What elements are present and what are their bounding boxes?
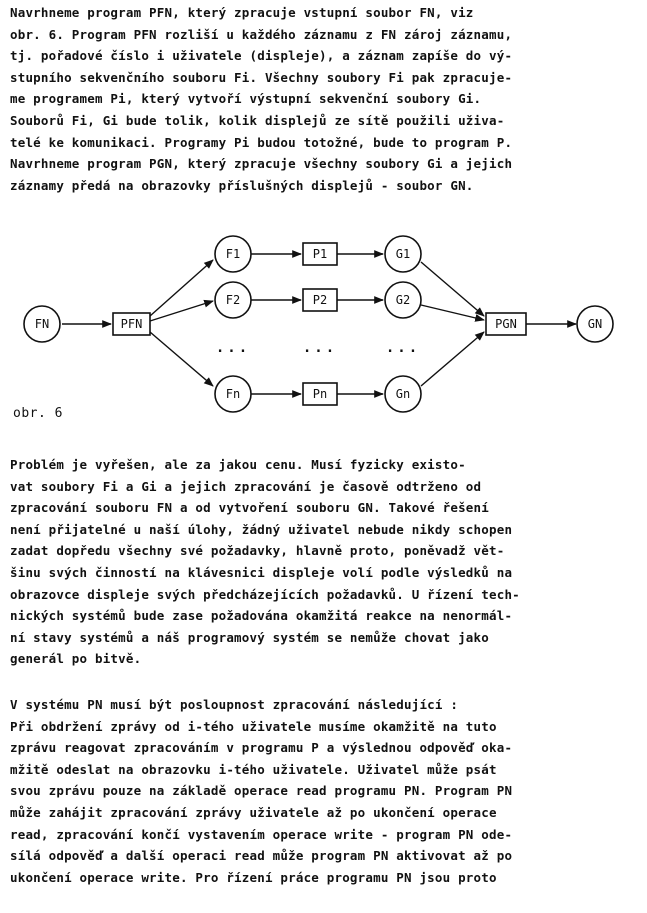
node-label: P1 xyxy=(312,247,328,261)
node-label: G1 xyxy=(395,247,411,261)
text-line: sílá odpověď a další operaci read může program PN aktivovat až po xyxy=(10,848,513,864)
node-label: F1 xyxy=(225,247,241,261)
edge-pfn-fn xyxy=(150,332,213,386)
figure-caption: obr. 6 xyxy=(13,406,63,421)
node-file-f2 xyxy=(215,282,251,318)
node-label: GN xyxy=(587,317,603,331)
text-line: Problém je vyřešen, ale za jakou cenu. Musí fyzicky existo- xyxy=(10,457,466,472)
edge-gn-pgn xyxy=(421,332,484,386)
text-line: nických systémů bude zase požadována okamžitá reakce na nenormál- xyxy=(10,608,513,624)
text-line: tj. pořadové číslo i uživatele (displeje), a záznam zapíše do vý- xyxy=(10,48,513,64)
text-line: V systému PN musí být posloupnost zpracování následující : xyxy=(10,697,459,712)
edge-pfn-f1 xyxy=(150,260,213,316)
node-label: Fn xyxy=(225,387,241,401)
node-output-file xyxy=(577,306,613,342)
node-distributor-program xyxy=(113,313,150,335)
paragraph-intro xyxy=(10,2,638,196)
paragraph-sequence xyxy=(10,694,638,888)
text-line: me programem Pi, který vytvoří výstupní sekvenční soubory Gi. xyxy=(10,91,482,107)
node-file-g2 xyxy=(385,282,421,318)
text-line: Navrhneme program PGN, který zpracuje všechny soubory Gi a jejich xyxy=(10,156,513,172)
ellipsis: ... xyxy=(215,340,251,356)
node-label: PFN xyxy=(120,317,143,331)
node-file-gn xyxy=(385,376,421,412)
node-file-f1 xyxy=(215,236,251,272)
node-label: P2 xyxy=(312,293,328,307)
text-line: obrazovce displeje svých předcházejících požadavků. U řízení tech- xyxy=(10,586,520,602)
text-line: svou zprávu pouze na základě operace read programu PN. Program PN xyxy=(10,783,513,799)
text-line: mžitě odeslat na obrazovku i-tého uživatele. Uživatel může psát xyxy=(10,761,497,777)
text-line: může zahájit zpracování zprávy uživatele až po ukončení operace xyxy=(10,804,497,820)
node-input-file xyxy=(24,306,60,342)
paragraph-problem xyxy=(10,454,638,670)
text-line: zpracování souboru FN a od vytvoření souboru GN. Takové řešení xyxy=(10,500,489,516)
text-line: šinu svých činností na klávesnici displeje volí podle výsledků na xyxy=(10,564,513,580)
node-label: Pn xyxy=(312,387,328,401)
ellipsis: ... xyxy=(302,340,338,356)
text-line: ní stavy systémů a náš programový systém se nemůže chovat jako xyxy=(10,629,489,645)
node-collector-program xyxy=(486,313,526,335)
text-line: ukončení operace write. Pro řízení práce programu PN jsou proto xyxy=(10,869,497,885)
text-line: zadat dopředu všechny své požadavky, hlavně proto, poněvadž vět- xyxy=(10,543,505,559)
node-file-g1 xyxy=(385,236,421,272)
node-program-p2 xyxy=(303,289,337,311)
text-line: obr. 6. Program PFN rozliší u každého záznamu z FN zároj záznamu, xyxy=(10,26,513,42)
text-line: zprávu reagovat zpracováním v programu P a výslednou odpověď oka- xyxy=(10,740,513,756)
node-label: FN xyxy=(34,317,50,331)
node-label: Gn xyxy=(395,387,411,401)
text-line: Při obdržení zprávy od i-tého uživatele musíme okamžitě na tuto xyxy=(10,718,497,734)
text-line: read, zpracování končí vystavením operace write - program PN ode- xyxy=(10,826,513,842)
node-program-p1 xyxy=(303,243,337,265)
edge-pfn-f2 xyxy=(150,301,213,321)
text-line: stupního sekvenčního souboru Fi. Všechny soubory Fi pak zpracuje- xyxy=(10,69,513,85)
text-line: telé ke komunikaci. Programy Pi budou totožné, bude to program P. xyxy=(10,134,513,150)
text-line: záznamy předá na obrazovky příslušných displejů - soubor GN. xyxy=(10,177,474,193)
node-label: PGN xyxy=(495,317,517,331)
ellipsis: ... xyxy=(385,340,421,356)
text-line: generál po bitvě. xyxy=(10,651,142,667)
text-line: Souborů Fi, Gi bude tolik, kolik displejů ze sítě použili uživa- xyxy=(10,112,505,128)
node-label: G2 xyxy=(395,293,411,307)
text-line: vat soubory Fi a Gi a jejich zpracování je časově odtrženo od xyxy=(10,478,482,494)
text-line: není přijatelné u naší úlohy, žádný uživatel nebude nikdy schopen xyxy=(10,521,513,537)
node-label: F2 xyxy=(225,293,241,307)
flow-diagram xyxy=(0,228,647,413)
text-line: Navrhneme program PFN, který zpracuje vstupní soubor FN, viz xyxy=(10,5,474,20)
node-program-pn xyxy=(303,383,337,405)
node-file-fn xyxy=(215,376,251,412)
